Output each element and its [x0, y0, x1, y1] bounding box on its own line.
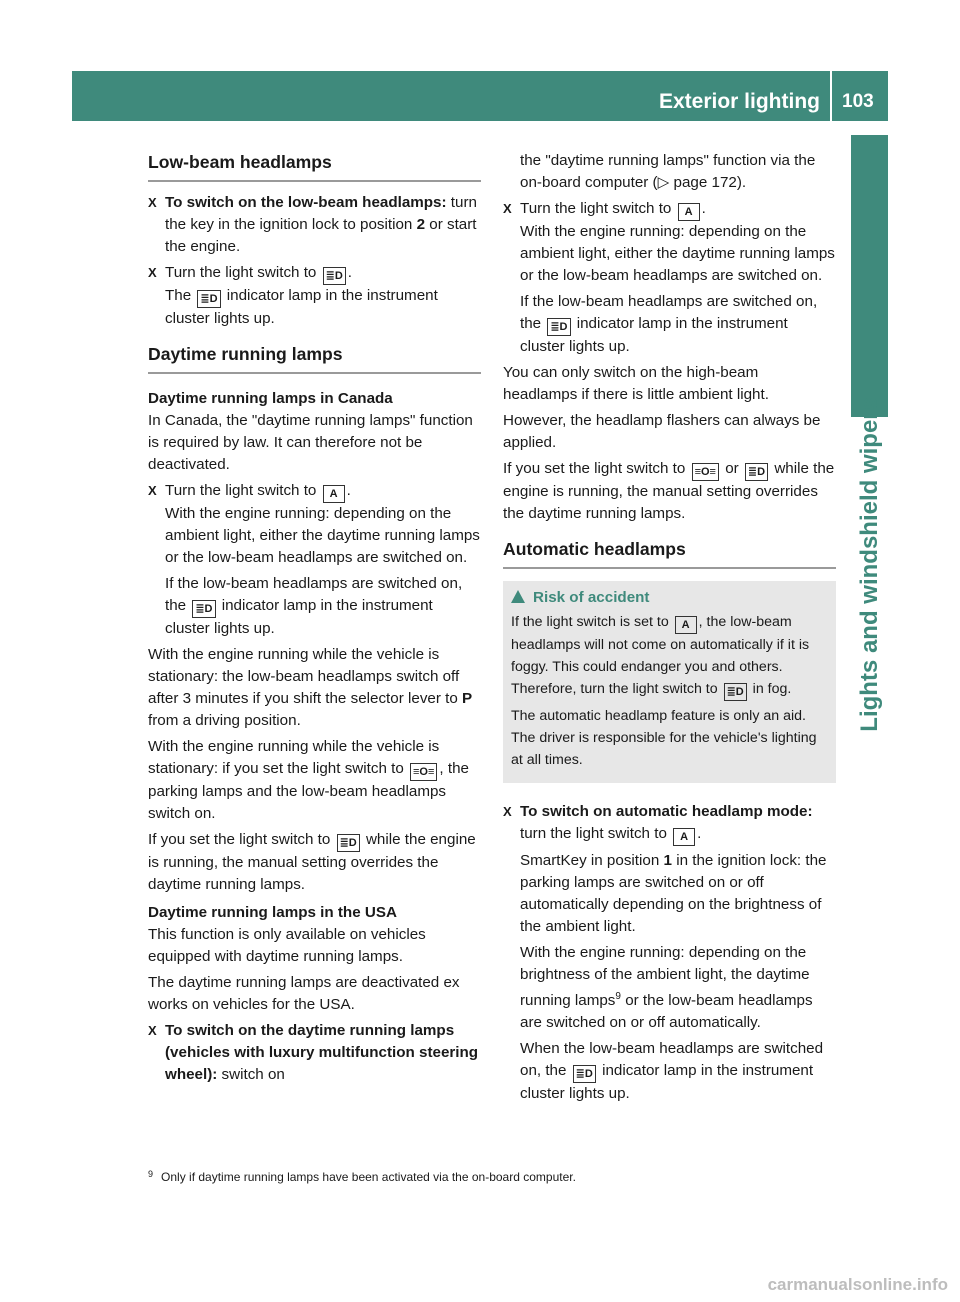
auto-symbol-icon: A — [678, 203, 700, 221]
lowbeam-symbol-icon: ≣D — [323, 267, 346, 285]
step-drl-usa-switch: X Turn the light switch to A . With the engine running: depending on the ambient light, either the daytime running lamps or the low-beam headlamps are switched on. If the low-beam headlamps are switched on, the ≣D indicator lamp in the instrument cluster lights up. — [503, 198, 836, 358]
paragraph-manual-setting: If you set the light switch to ≡O≡ or ≣D while the engine is running, the manual setting overrides the daytime running lamps. — [503, 460, 835, 522]
section-heading-low-beam: Low-beam headlamps — [148, 150, 481, 182]
step-low-beam-switch: X Turn the light switch to ≣D . The ≣D indicator lamp in the instrument cluster lights up. — [148, 262, 481, 330]
lowbeam-symbol-icon: ≣D — [745, 463, 768, 481]
parking-symbol-icon: ≡O≡ — [410, 763, 437, 781]
section-heading-auto: Automatic headlamps — [503, 537, 836, 569]
warning-triangle-icon — [511, 590, 525, 603]
paragraph-high-beam: You can only switch on the high-beam headlamps if there is little ambient light. — [503, 364, 769, 403]
subheading-canada: Daytime running lamps in Canada — [148, 390, 393, 407]
paragraph-manual-override: If you set the light switch to ≣D while the engine is running, the manual setting overrides the daytime running lamps. — [148, 831, 476, 893]
lowbeam-symbol-icon: ≣D — [337, 834, 360, 852]
lowbeam-symbol-icon: ≣D — [197, 290, 220, 308]
subheading-usa: Daytime running lamps in the USA — [148, 904, 397, 921]
paragraph-canada: In Canada, the "daytime running lamps" function is required by law. It can therefore not be deactivated. — [148, 412, 473, 473]
auto-symbol-icon: A — [675, 616, 697, 634]
step-auto-headlamp: X To switch on automatic headlamp mode: turn the light switch to A . SmartKey in position 1 in the ignition lock: the parking lamps are switched on or off automatically depending on the brightness of the ambient light. With the engine running: depending on the brightness of the ambient light, the daytime running lamps$^9$ or the low-beam headlamps are switched on or off automatically. When the low-beam headlamps are switched on, the ≣D indicator lamp in the instrument cluster lights up. — [503, 801, 836, 1105]
warning-box: Risk of accident If the light switch is set to A , the low-beam headlamps will not come on automatically if it is foggy. This could endanger you and others. Therefore, turn the light switch to ≣D in fog. The automatic headlamp feature is only an aid. The driver is responsible for the vehicle's lighting at all times. — [503, 581, 836, 783]
parking-symbol-icon: ≡O≡ — [692, 463, 719, 481]
section-heading-drl: Daytime running lamps — [148, 342, 481, 374]
lowbeam-symbol-icon: ≣D — [192, 600, 215, 618]
left-column — [148, 150, 481, 1090]
lowbeam-symbol-icon: ≣D — [573, 1065, 596, 1083]
paragraph-flashers: However, the headlamp flashers can always be applied. — [503, 412, 821, 451]
page-title: Exterior lighting — [658, 90, 820, 113]
paragraph-stationary-2: With the engine running while the vehicle is stationary: if you set the light switch to ≡O≡ , the parking lamps and the low-beam headlamps switch on. — [148, 738, 469, 822]
side-chapter-label: Lights and windshield wipers — [856, 397, 883, 732]
watermark: carmanualsonline.info — [767, 1275, 948, 1294]
paragraph-usa-1: This function is only available on vehicles equipped with daytime running lamps. — [148, 926, 426, 965]
footnote: $^9$ Only if daytime running lamps have been activated via the on-board computer. — [148, 1169, 576, 1184]
paragraph-usa-2: The daytime running lamps are deactivated ex works on vehicles for the USA. — [148, 974, 460, 1013]
auto-symbol-icon: A — [323, 485, 345, 503]
paragraph-stationary-1: With the engine running while the vehicle is stationary: the low-beam headlamps switch off after 3 minutes if you shift the selector lever to P from a driving position. — [148, 646, 473, 729]
page-number: 103 — [842, 91, 874, 112]
warning-title: Risk of accident — [511, 587, 828, 609]
lowbeam-symbol-icon: ≣D — [547, 318, 570, 336]
step-low-beam-ignition: X To switch on the low-beam headlamps: turn the key in the ignition lock to position 2 or start the engine. — [148, 192, 481, 258]
header-separator — [830, 71, 832, 121]
right-column — [503, 150, 836, 1109]
paragraph-continuation: the "daytime running lamps" function via the on-board computer (▷ page 172). — [520, 152, 816, 191]
step-drl-canada: X Turn the light switch to A . With the engine running: depending on the ambient light, either the daytime running lamps or the low-beam headlamps are switched on. If the low-beam headlamps are switched on, the ≣D indicator lamp in the instrument cluster lights up. — [148, 480, 481, 640]
auto-symbol-icon: A — [673, 828, 695, 846]
step-drl-usa: X To switch on the daytime running lamps (vehicles with luxury multifunction steering wheel): switch on — [148, 1020, 481, 1086]
lowbeam-symbol-icon: ≣D — [724, 683, 747, 701]
side-tab — [851, 135, 888, 417]
